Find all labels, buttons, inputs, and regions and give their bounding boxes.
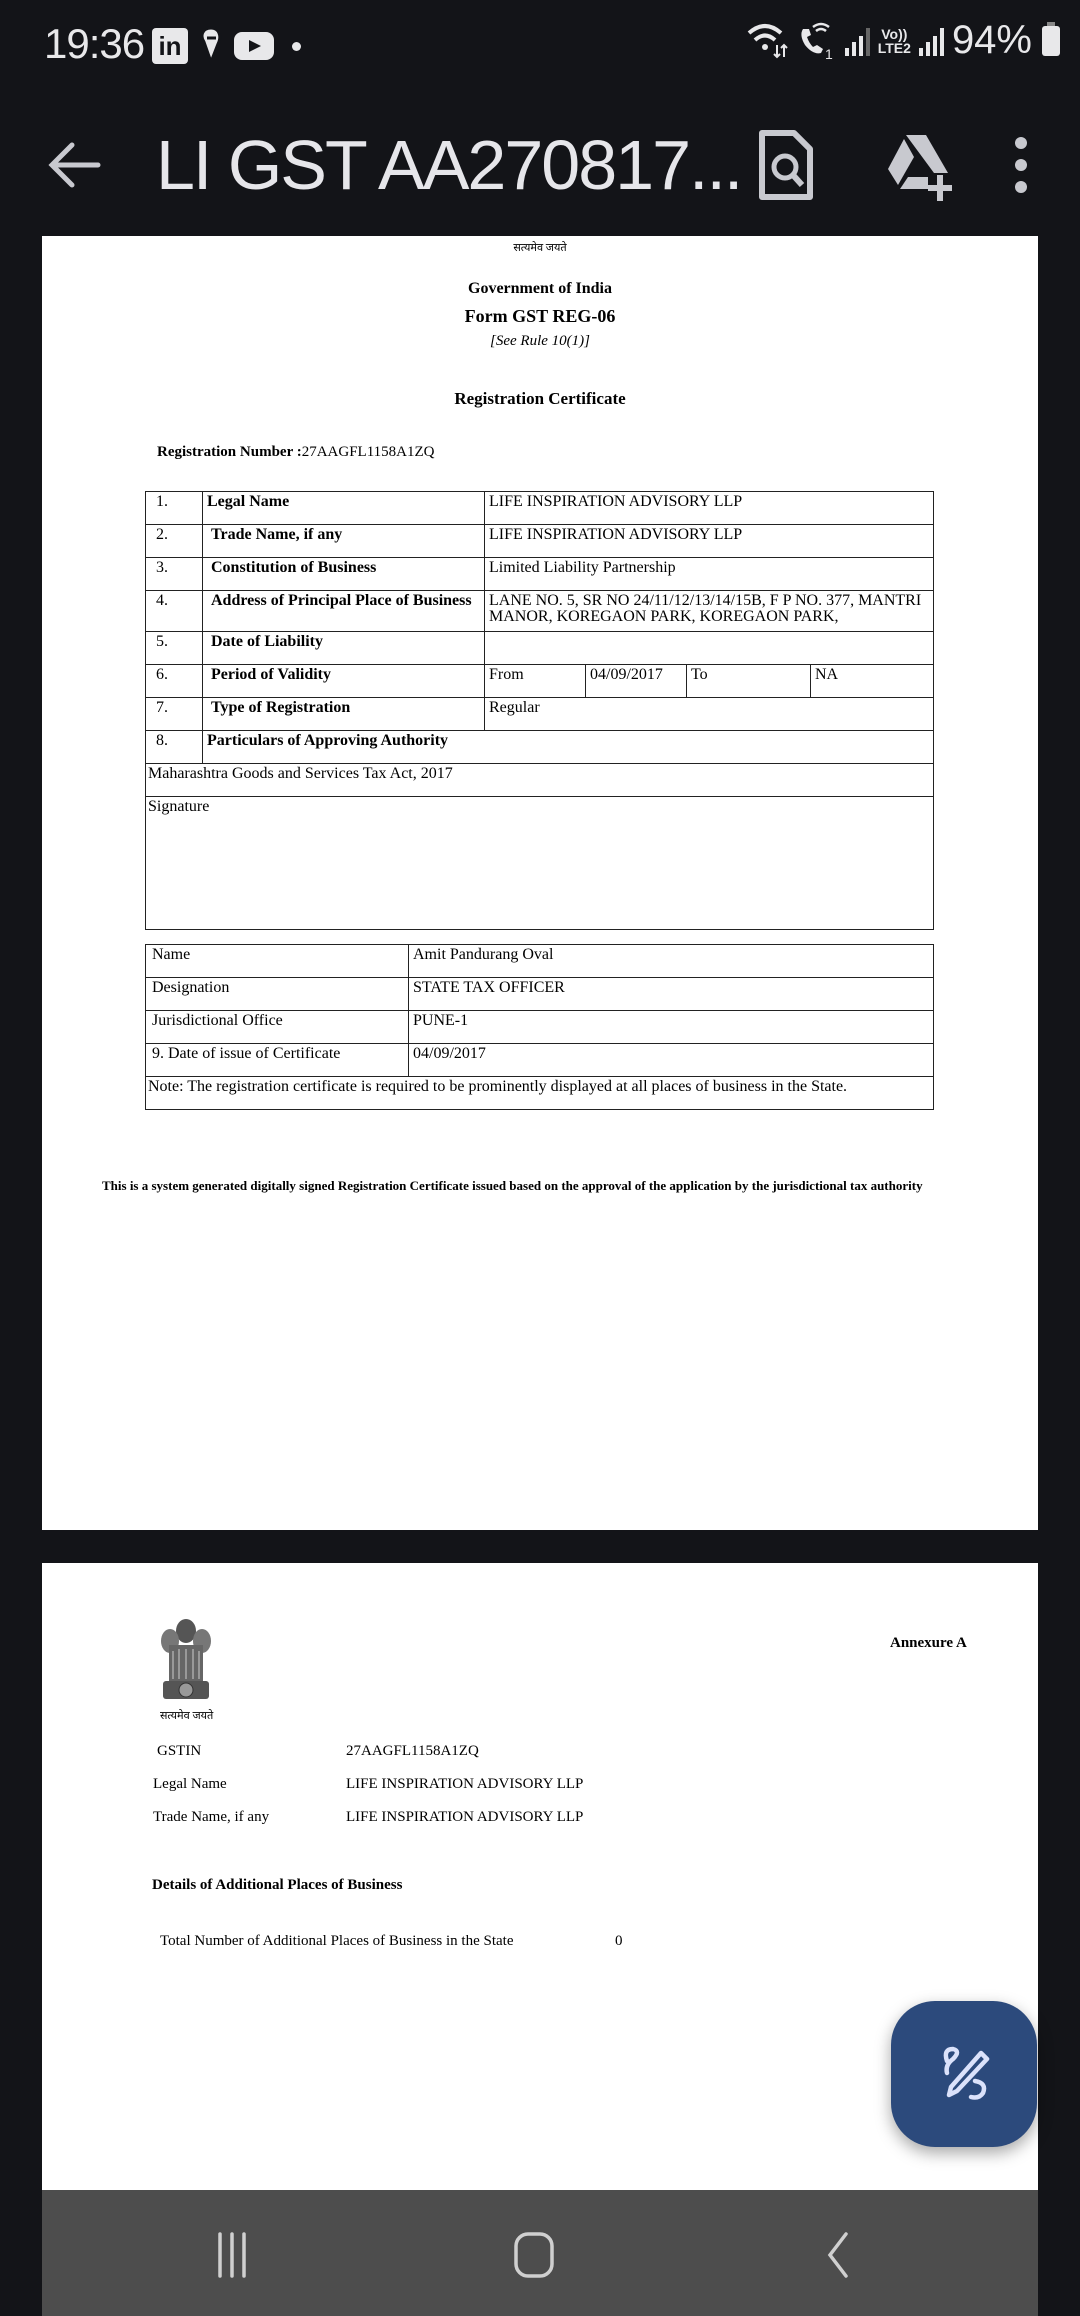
pdf-page-2 xyxy=(42,1563,1038,2193)
lte-label: LTE2 xyxy=(877,39,911,56)
rule-reference: [See Rule 10(1)] xyxy=(490,333,590,349)
gstin-value: 27AAGFL1158A1ZQ xyxy=(346,1743,479,1759)
row-number: 8. xyxy=(146,731,203,764)
row-value: LIFE INSPIRATION ADVISORY LLP xyxy=(485,525,934,558)
wifi-icon xyxy=(747,21,789,61)
legal-name-label: Legal Name xyxy=(153,1776,227,1792)
table-row xyxy=(146,978,934,1011)
authority-value: 04/09/2017 xyxy=(409,1044,934,1077)
total-places-value: 0 xyxy=(615,1933,623,1949)
emblem-caption: सत्यमेव जयते xyxy=(513,242,567,254)
national-emblem-icon xyxy=(155,1615,217,1705)
row-number: 2. xyxy=(146,525,203,558)
row-label: Type of Registration xyxy=(203,698,485,731)
more-options-icon[interactable] xyxy=(1006,125,1036,205)
signal-1-icon xyxy=(845,26,870,56)
row-value: LIFE INSPIRATION ADVISORY LLP xyxy=(485,492,934,525)
table-row xyxy=(146,698,934,731)
table-row xyxy=(146,1077,934,1110)
trade-name-label: Trade Name, if any xyxy=(153,1809,270,1825)
back-arrow-icon[interactable] xyxy=(48,135,102,195)
validity-from-date: 04/09/2017 xyxy=(586,665,687,698)
add-to-drive-icon[interactable] xyxy=(878,125,958,205)
display-note: Note: The registration certificate is required to be prominently displayed at all places of business in the State. xyxy=(146,1077,934,1110)
youtube-icon xyxy=(234,32,274,60)
signal-2-icon xyxy=(919,26,944,56)
dot-icon xyxy=(292,42,301,51)
volte-label: Vo)) xyxy=(881,25,908,42)
registration-number xyxy=(157,444,435,461)
clock: 19:36 xyxy=(44,20,145,67)
app-bar xyxy=(0,95,1080,235)
row-value: Limited Liability Partnership xyxy=(485,558,934,591)
registration-number-label: Registration Number : xyxy=(157,444,302,460)
battery-icon xyxy=(1042,26,1060,56)
swiggy-icon xyxy=(198,26,224,66)
table-row xyxy=(146,945,934,978)
validity-to-label: To xyxy=(687,665,811,698)
authority-table xyxy=(145,944,934,1110)
wifi-calling-icon xyxy=(797,21,837,61)
authority-value: STATE TAX OFFICER xyxy=(409,978,934,1011)
authority-value: PUNE-1 xyxy=(409,1011,934,1044)
authority-value: Amit Pandurang Oval xyxy=(409,945,934,978)
linkedin-icon: in xyxy=(152,28,188,64)
row-value: Regular xyxy=(485,698,934,731)
additional-places-heading: Details of Additional Places of Business xyxy=(152,1877,403,1893)
authority-label: 9. Date of issue of Certificate xyxy=(146,1044,409,1077)
navigation-bar xyxy=(42,2190,1038,2316)
recent-apps-icon[interactable] xyxy=(212,2230,252,2280)
signature-row xyxy=(146,797,934,930)
annotate-pen-icon xyxy=(891,2001,1037,2147)
registration-number-value: 27AAGFL1158A1ZQ xyxy=(301,444,435,460)
document-title: LI GST AA270817... xyxy=(156,126,742,204)
authority-label: Jurisdictional Office xyxy=(146,1011,409,1044)
row-label: Trade Name, if any xyxy=(203,525,485,558)
row-label: Period of Validity xyxy=(203,665,485,698)
row-number: 7. xyxy=(146,698,203,731)
annexure-heading: Annexure A xyxy=(890,1635,967,1651)
home-icon[interactable] xyxy=(512,2230,556,2280)
table-row xyxy=(146,731,934,764)
row-value: LANE NO. 5, SR NO 24/11/12/13/14/15B, F P NO. 377, MANTRI MANOR, KOREGAON PARK, KOREGAON PARK, xyxy=(485,591,934,632)
table-row xyxy=(146,632,934,665)
certificate-heading: Registration Certificate xyxy=(454,389,626,408)
row-value xyxy=(485,632,934,665)
authority-label: Name xyxy=(146,945,409,978)
table-row xyxy=(146,525,934,558)
legal-name-value: LIFE INSPIRATION ADVISORY LLP xyxy=(346,1776,584,1792)
act-name: Maharashtra Goods and Services Tax Act, 2017 xyxy=(146,764,934,797)
annotate-button[interactable] xyxy=(891,2001,1037,2147)
row-number: 3. xyxy=(146,558,203,591)
row-label: Particulars of Approving Authority xyxy=(203,731,934,764)
emblem-caption: सत्यमेव जयते xyxy=(160,1710,214,1722)
gstin-label: GSTIN xyxy=(157,1743,202,1759)
row-number: 5. xyxy=(146,632,203,665)
signature-label: Signature xyxy=(146,797,934,930)
row-label: Legal Name xyxy=(203,492,485,525)
back-icon[interactable] xyxy=(822,2230,852,2280)
government-heading: Government of India xyxy=(468,280,612,297)
row-label: Address of Principal Place of Business xyxy=(203,591,485,632)
validity-from-label: From xyxy=(485,665,586,698)
authority-label: Designation xyxy=(146,978,409,1011)
table-row xyxy=(146,1011,934,1044)
table-row xyxy=(146,558,934,591)
certificate-table xyxy=(145,491,934,930)
table-row xyxy=(146,764,934,797)
row-number: 4. xyxy=(146,591,203,632)
row-number: 1. xyxy=(146,492,203,525)
pdf-page-1 xyxy=(42,236,1038,1530)
total-places-label: Total Number of Additional Places of Business in the State xyxy=(160,1933,514,1949)
row-label: Constitution of Business xyxy=(203,558,485,591)
battery-percent: 94% xyxy=(951,18,1032,62)
status-bar xyxy=(0,0,1080,95)
table-row xyxy=(146,665,934,698)
volte-lte-icon xyxy=(878,27,911,55)
sim1-label: 1 xyxy=(824,45,833,61)
system-generated-note: This is a system generated digitally signed Registration Certificate issued based on the approval of the application by the jurisdictional tax authority xyxy=(102,1178,923,1193)
form-title: Form GST REG-06 xyxy=(464,306,616,326)
table-row xyxy=(146,1044,934,1077)
table-row xyxy=(146,591,934,632)
row-number: 6. xyxy=(146,665,203,698)
trade-name-value: LIFE INSPIRATION ADVISORY LLP xyxy=(346,1809,584,1825)
search-document-icon[interactable] xyxy=(752,125,822,205)
validity-to-date: NA xyxy=(811,665,934,698)
row-label: Date of Liability xyxy=(203,632,485,665)
table-row xyxy=(146,492,934,525)
